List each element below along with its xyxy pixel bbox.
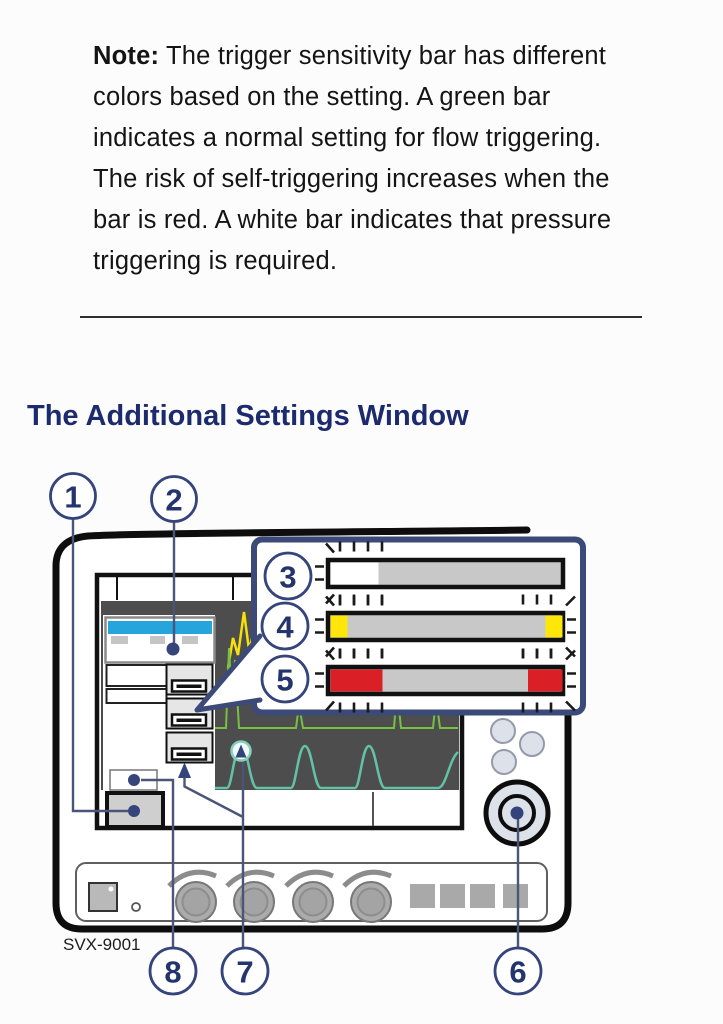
list-box-1 <box>107 665 167 686</box>
front-knob-panel <box>76 863 547 922</box>
svg-text:8: 8 <box>164 954 182 990</box>
hard-key-1 <box>491 719 515 743</box>
callout-3 <box>265 553 311 599</box>
setting-buttons <box>167 665 213 763</box>
panel-dot <box>132 903 140 911</box>
callout-dot-2 <box>167 643 180 656</box>
svg-text:5: 5 <box>276 662 294 698</box>
callout-6 <box>495 948 541 994</box>
additional-settings-dialog <box>106 618 215 663</box>
callout-2 <box>152 477 197 522</box>
panel-button <box>503 884 528 908</box>
callout-dot-6 <box>511 807 524 820</box>
power-switch <box>89 883 117 911</box>
note-text: The trigger sensitivity bar has different colors based on the setting. A green bar indicates a normal setting for flow triggering. The risk of self-triggering increases when the bar is red. A white bar indicates that pressure triggering is required. <box>93 41 612 275</box>
setting-button-3 <box>167 733 213 763</box>
note-label: Note: <box>93 41 160 70</box>
panel-button <box>410 884 435 908</box>
setting-button-1 <box>167 665 213 695</box>
svg-text:7: 7 <box>236 954 254 990</box>
callout-5 <box>262 656 308 702</box>
section-heading: The Additional Settings Window <box>27 400 469 432</box>
callout-4 <box>262 603 308 649</box>
list-box-2 <box>107 689 167 703</box>
trigger-bar-inset <box>196 540 583 713</box>
panel-button <box>470 884 495 908</box>
hard-key-2 <box>520 732 544 756</box>
hard-key-3 <box>492 750 516 774</box>
svg-text:1: 1 <box>64 479 82 515</box>
svg-text:6: 6 <box>509 954 527 990</box>
panel-button <box>440 884 465 908</box>
callout-dot-1 <box>128 805 140 817</box>
svg-text:3: 3 <box>279 559 297 595</box>
power-led <box>109 887 114 892</box>
svg-text:4: 4 <box>276 609 294 645</box>
trigger-indicator-marker <box>232 742 251 761</box>
dialog-titlebar <box>108 621 212 634</box>
callout-8 <box>150 948 196 994</box>
dialog-tabs <box>111 636 198 644</box>
svg-text:2: 2 <box>165 482 183 518</box>
callout-7 <box>222 948 268 994</box>
callout-dot-8 <box>128 774 140 786</box>
model-label: SVX-9001 <box>63 935 141 954</box>
callout-1 <box>51 474 96 519</box>
